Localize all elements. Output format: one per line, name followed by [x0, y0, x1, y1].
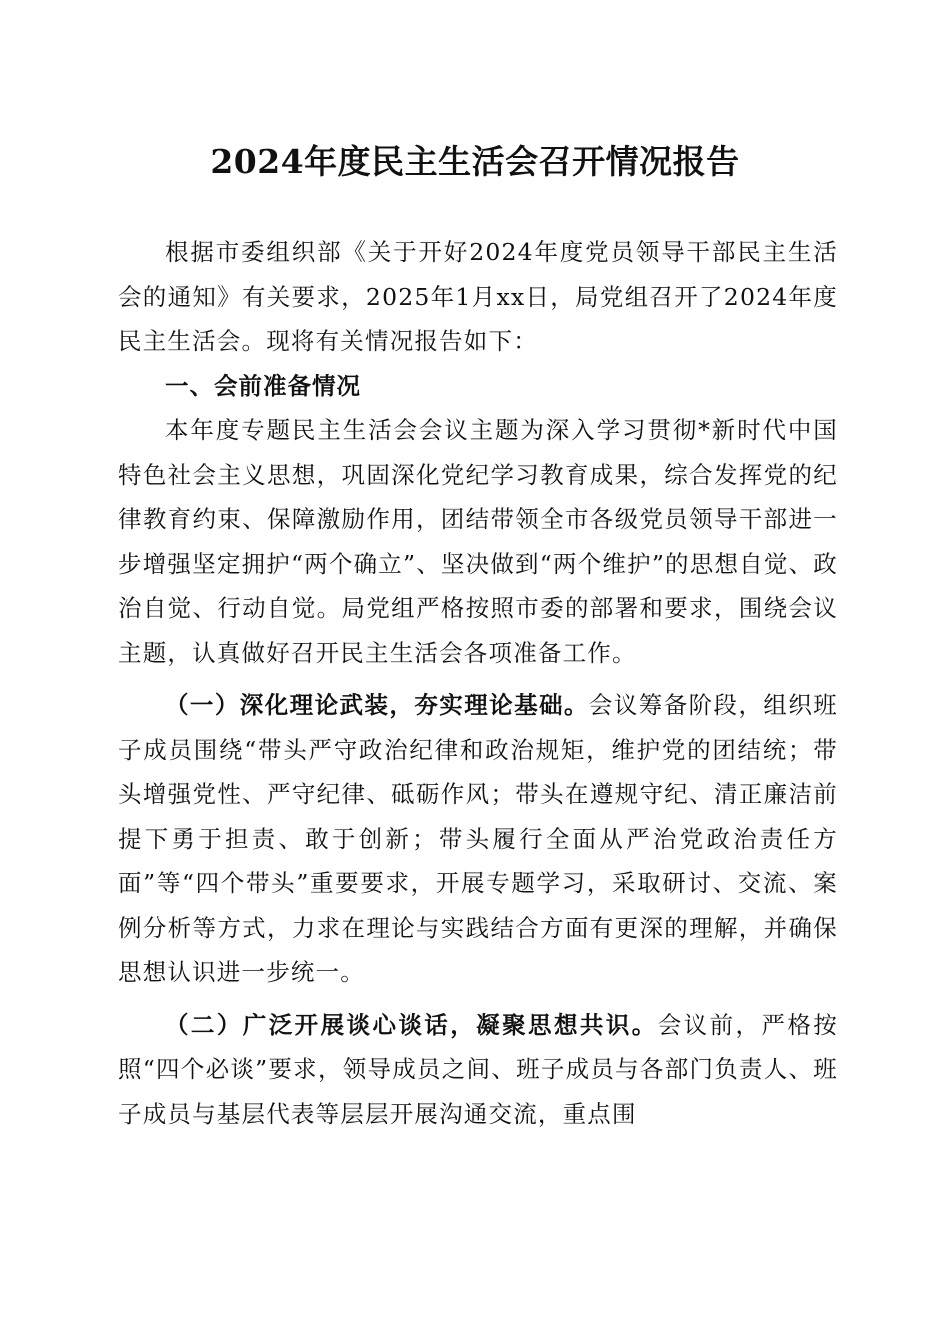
document-title: 2024年度民主生活会召开情况报告 — [210, 142, 740, 181]
document-body — [118, 230, 838, 1136]
section-heading-preparation: 一、会前准备情况 — [165, 371, 361, 400]
paragraph-spacer — [118, 995, 838, 1003]
subsection-2-paragraph — [118, 1003, 838, 1137]
subsection-2-lead: （二）广泛开展谈心谈话，凝聚思想共识。 — [165, 1010, 658, 1039]
subsection-1-paragraph — [118, 683, 838, 995]
section1-paragraph: 本年度专题民主生活会会议主题为深入学习贯彻*新时代中国特色社会主义思想，巩固深化党纪学习教育成果，综合发挥党的纪律教育约束、保障激励作用，团结带领全市各级党员领导干部进一步增强坚定拥护“两个确立”、坚决做到“两个维护”的思想自觉、政治自觉、行动自觉。局党组严格按照市委的部署和要求，围绕会议主题，认真做好召开民主生活会各项准备工作。 — [118, 416, 838, 667]
intro-paragraph: 根据市委组织部《关于开好2024年度党员领导干部民主生活会的通知》有关要求，2025年1月xx日，局党组召开了2024年度民主生活会。现将有关情况报告如下： — [118, 238, 838, 355]
subsection-1-lead: （一）深化理论武装，夯实理论基础。 — [165, 691, 589, 719]
subsection-1-body: 会议筹备阶段，组织班子成员围绕“带头严守政治纪律和政治规矩，维护党的团结统；带头增强党性、严守纪律、砥砺作风；带头在遵规守纪、清正廉洁前提下勇于担责、敢于创新；带头履行全面从严治党政治责任方面”等“四个带头”重要要求，开展专题学习，采取研讨、交流、案例分析等方式，力求在理论与实践结合方面有更深的理解，并确保思想认识进一步统一。 — [118, 691, 838, 986]
paragraph-spacer — [118, 675, 838, 683]
subsection-2-body: 会议前，严格按照“四个必谈”要求，领导成员之间、班子成员与各部门负责人、班子成员与基层代表等层层开展沟通交流，重点围 — [118, 1010, 838, 1128]
